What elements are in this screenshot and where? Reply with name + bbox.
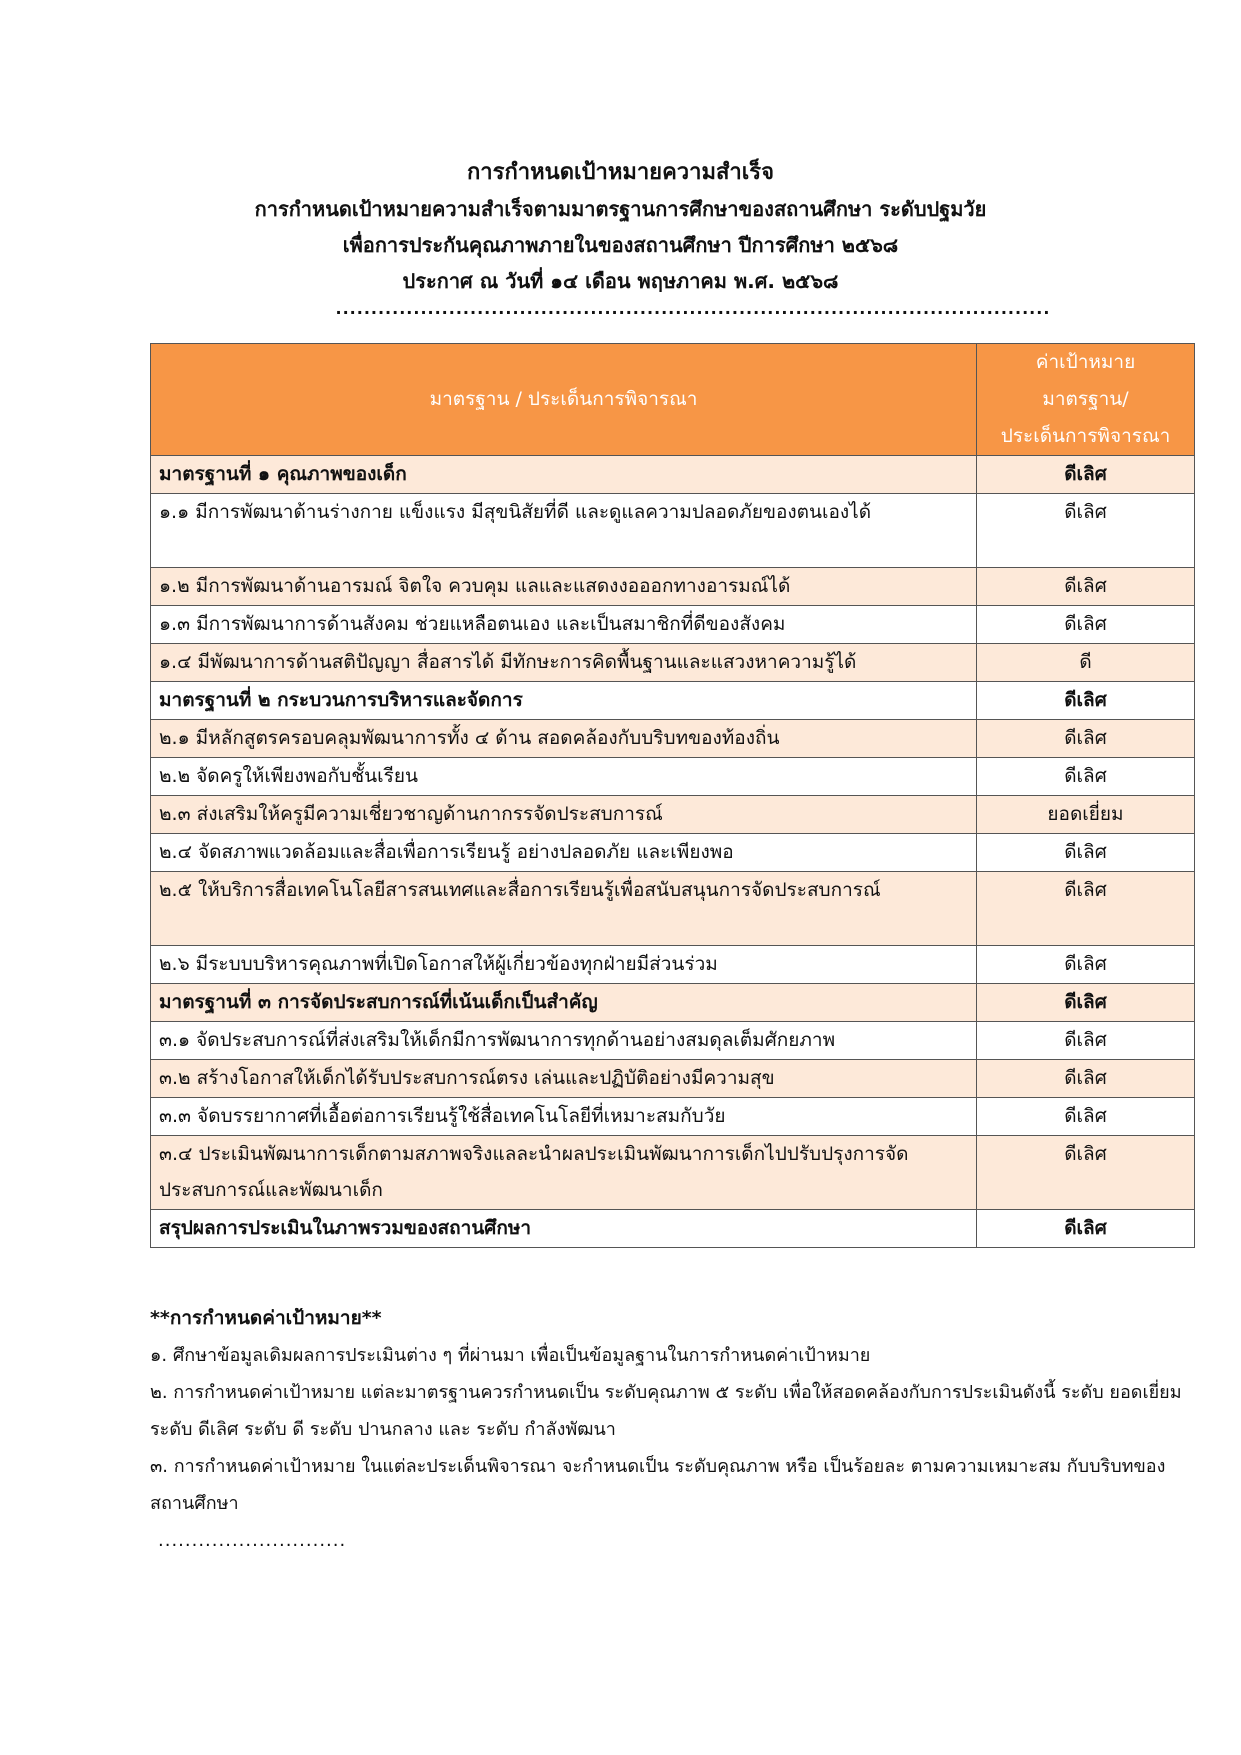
- table-row-standard-3: [151, 984, 1195, 1022]
- notes-heading: **การกำหนดค่าเป้าหมาย**: [150, 1307, 382, 1329]
- row-topic: ๒.๑ มีหลักสูตรครอบคลุมพัฒนาการทั้ง ๔ ด้าน สอดคล้องกับบริบทของท้องถิ่น: [151, 720, 977, 758]
- table-row: [151, 1022, 1195, 1060]
- notes-item-2: ๒. การกำหนดค่าเป้าหมาย แต่ละมาตรฐานควรกำหนดเป็น ระดับคุณภาพ ๕ ระดับ เพื่อให้สอดคล้องกับการประเมินดังนี้ ระดับ ยอดเยี่ยม ระดับ ดีเลิศ ระดับ ดี ระดับ ปานกลาง และ ระดับ กำลังพัฒนา: [150, 1382, 1182, 1440]
- row-value: ดีเลิศ: [977, 1136, 1195, 1210]
- row-value: ดี: [977, 644, 1195, 682]
- row-value: ดีเลิศ: [977, 456, 1195, 494]
- document-header: [0, 155, 1241, 319]
- table-row: [151, 946, 1195, 984]
- row-value: ดีเลิศ: [977, 606, 1195, 644]
- column-header-topic: มาตรฐาน / ประเด็นการพิจารณา: [151, 344, 977, 456]
- row-value: ดีเลิศ: [977, 872, 1195, 946]
- row-topic: ๒.๕ ให้บริการสื่อเทคโนโลยีสารสนเทศและสื่อการเรียนรู้เพื่อสนับสนุนการจัดประสบการณ์: [151, 872, 977, 946]
- row-topic: ๒.๒ จัดครูให้เพียงพอกับชั้นเรียน: [151, 758, 977, 796]
- row-topic: ๓.๓ จัดบรรยากาศที่เอื้อต่อการเรียนรู้ใช้สื่อเทคโนโลยีที่เหมาะสมกับวัย: [151, 1098, 977, 1136]
- row-topic: ๑.๓ มีการพัฒนาการด้านสังคม ช่วยแหลือตนเอง และเป็นสมาชิกที่ดีของสังคม: [151, 606, 977, 644]
- notes-dotted-line: ............................: [158, 1530, 347, 1551]
- row-value: ดีเลิศ: [977, 984, 1195, 1022]
- notes-item-1: ๑. ศึกษาข้อมูลเดิมผลการประเมินต่าง ๆ ที่ผ่านมา เพื่อเป็นข้อมูลฐานในการกำหนดค่าเป้าหมาย: [150, 1345, 871, 1366]
- row-value: ยอดเยี่ยม: [977, 796, 1195, 834]
- row-topic: มาตรฐานที่ ๒ กระบวนการบริหารและจัดการ: [151, 682, 977, 720]
- column-header-value: [977, 344, 1195, 456]
- goal-table: [150, 343, 1195, 1248]
- announcement-date: ประกาศ ณ วันที่ ๑๔ เดือน พฤษภาคม พ.ศ. ๒๕๖๘: [402, 269, 839, 293]
- column-header-value-line3: ประเด็นการพิจารณา: [1000, 425, 1171, 447]
- row-value: ดีเลิศ: [977, 720, 1195, 758]
- row-topic: ๓.๑ จัดประสบการณ์ที่ส่งเสริมให้เด็กมีการพัฒนาการทุกด้านอย่างสมดุลเต็มศักยภาพ: [151, 1022, 977, 1060]
- document-title: การกำหนดเป้าหมายความสำเร็จ: [466, 160, 774, 185]
- table-header-row: [151, 344, 1195, 456]
- row-topic: มาตรฐานที่ ๓ การจัดประสบการณ์ที่เน้นเด็กเป็นสำคัญ: [151, 984, 977, 1022]
- row-topic: ๑.๔ มีพัฒนาการด้านสติปัญญา สื่อสารได้ มีทักษะการคิดพื้นฐานและแสวงหาความรู้ได้: [151, 644, 977, 682]
- column-header-value-line1: ค่าเป้าหมาย: [1035, 351, 1136, 373]
- table-row: [151, 494, 1195, 568]
- table-row: [151, 606, 1195, 644]
- row-value: ดีเลิศ: [977, 1060, 1195, 1098]
- table-row: [151, 1060, 1195, 1098]
- table-row: [151, 644, 1195, 682]
- row-value: ดีเลิศ: [977, 682, 1195, 720]
- row-value: ดีเลิศ: [977, 1022, 1195, 1060]
- row-value: ดีเลิศ: [977, 494, 1195, 568]
- row-value: ดีเลิศ: [977, 568, 1195, 606]
- header-dotted-divider: .....................................................................................................: [335, 299, 1051, 318]
- table-row: [151, 1098, 1195, 1136]
- row-topic: ๒.๖ มีระบบบริหารคุณภาพที่เปิดโอกาสให้ผู้เกี่ยวข้องทุกฝ่ายมีส่วนร่วม: [151, 946, 977, 984]
- table-row: [151, 834, 1195, 872]
- row-value: ดีเลิศ: [977, 1210, 1195, 1248]
- column-header-value-line2: มาตรฐาน/: [1042, 388, 1129, 410]
- document-subtitle: การกำหนดเป้าหมายความสำเร็จตามมาตรฐานการศึกษาของสถานศึกษา ระดับปฐมวัย: [254, 197, 987, 221]
- table-row-standard-1: [151, 456, 1195, 494]
- row-value: ดีเลิศ: [977, 946, 1195, 984]
- table-row: [151, 796, 1195, 834]
- row-topic: ๓.๔ ประเมินพัฒนาการเด็กตามสภาพจริงแลละนำผลประเมินพัฒนาการเด็กไปปรับปรุงการจัดประสบการณ์และพัฒนาเด็ก: [151, 1136, 977, 1210]
- row-topic: สรุปผลการประเมินในภาพรวมของสถานศึกษา: [151, 1210, 977, 1248]
- table-row: [151, 1136, 1195, 1210]
- target-setting-notes: [150, 1300, 1194, 1559]
- table-row-overall-summary: [151, 1210, 1195, 1248]
- row-topic: มาตรฐานที่ ๑ คุณภาพของเด็ก: [151, 456, 977, 494]
- table-row: [151, 872, 1195, 946]
- row-topic: ๑.๑ มีการพัฒนาด้านร่างกาย แข็งแรง มีสุขนิสัยที่ดี และดูแลความปลอดภัยของตนเองได้: [151, 494, 977, 568]
- table-row-standard-2: [151, 682, 1195, 720]
- row-value: ดีเลิศ: [977, 834, 1195, 872]
- table-row: [151, 758, 1195, 796]
- table-row: [151, 568, 1195, 606]
- row-value: ดีเลิศ: [977, 1098, 1195, 1136]
- notes-item-3: ๓. การกำหนดค่าเป้าหมาย ในแต่ละประเด็นพิจารณา จะกำหนดเป็น ระดับคุณภาพ หรือ เป็นร้อยละ ตามความเหมาะสม กับบริบทของสถานศึกษา: [150, 1456, 1166, 1514]
- row-topic: ๒.๓ ส่งเสริมให้ครูมีความเชี่ยวชาญด้านกากรรจัดประสบการณ์: [151, 796, 977, 834]
- row-value: ดีเลิศ: [977, 758, 1195, 796]
- row-topic: ๒.๔ จัดสภาพแวดล้อมและสื่อเพื่อการเรียนรู้ อย่างปลอดภัย และเพียงพอ: [151, 834, 977, 872]
- document-subtitle-2: เพื่อการประกันคุณภาพภายในของสถานศึกษา ปีการศึกษา ๒๕๖๘: [342, 233, 899, 257]
- row-topic: ๑.๒ มีการพัฒนาด้านอารมณ์ จิตใจ ควบคุม แลและแสดงงอออกทางอารมณ์ได้: [151, 568, 977, 606]
- row-topic: ๓.๒ สร้างโอกาสให้เด็กได้รับประสบการณ์ตรง เล่นและปฏิบัติอย่างมีความสุข: [151, 1060, 977, 1098]
- table-row: [151, 720, 1195, 758]
